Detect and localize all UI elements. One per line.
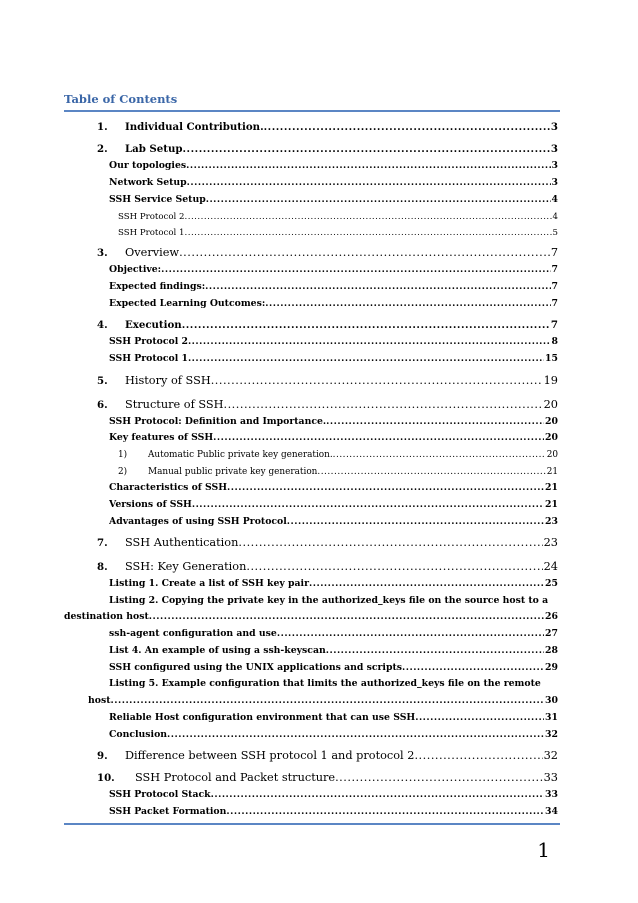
dot-leader bbox=[186, 159, 550, 173]
toc-entry-listing-2-line-2[interactable] bbox=[64, 610, 558, 624]
toc-entry-number: 2. bbox=[97, 143, 108, 155]
toc-entry-page: 31 bbox=[545, 712, 558, 723]
toc-entry-page: 32 bbox=[545, 729, 558, 740]
dot-leader bbox=[206, 193, 551, 207]
toc-entry-ssh-agent[interactable] bbox=[109, 627, 558, 641]
toc-entry-overview[interactable] bbox=[97, 246, 558, 260]
toc-entry-page: 4 bbox=[551, 194, 558, 205]
toc-entry-page: 30 bbox=[545, 695, 558, 706]
dot-leader bbox=[188, 352, 544, 366]
toc-entry-label: SSH Protocol 1 bbox=[118, 228, 185, 238]
toc-entry-list-4[interactable] bbox=[109, 644, 558, 658]
toc-entry-page: 28 bbox=[545, 645, 558, 656]
toc-entry-page: 27 bbox=[545, 628, 558, 639]
toc-entry-label: Difference between SSH protocol 1 and protocol 2 bbox=[125, 749, 415, 762]
toc-entry-page: 21 bbox=[545, 482, 558, 493]
dot-leader bbox=[111, 694, 545, 708]
toc-entry-page: 23 bbox=[545, 516, 558, 527]
dot-leader bbox=[414, 749, 542, 763]
toc-entry-page: 20 bbox=[546, 450, 558, 460]
toc-entry-page: 7 bbox=[550, 246, 558, 259]
toc-entry-page: 25 bbox=[545, 578, 558, 589]
dot-leader bbox=[326, 415, 544, 429]
toc-entry-number: 10. bbox=[97, 772, 115, 784]
dot-leader bbox=[335, 771, 543, 785]
toc-entry-manual-key-generation[interactable] bbox=[118, 465, 558, 479]
toc-entry-history-of-ssh[interactable] bbox=[97, 374, 558, 388]
toc-entry-page: 20 bbox=[545, 432, 558, 443]
toc-entry-label: ssh-agent configuration and use bbox=[109, 628, 277, 639]
dot-leader bbox=[287, 515, 544, 529]
toc-entry-execution-ssh-protocol-2[interactable] bbox=[109, 335, 558, 349]
toc-entry-number: 9. bbox=[97, 750, 108, 762]
title-divider bbox=[64, 110, 560, 112]
toc-entry-label: SSH Protocol and Packet structure bbox=[135, 771, 336, 784]
toc-entry-number: 8. bbox=[97, 561, 108, 573]
toc-entry-ssh-authentication[interactable] bbox=[97, 536, 558, 550]
toc-entry-label: Expected findings: bbox=[109, 281, 206, 292]
dot-leader bbox=[182, 318, 550, 332]
toc-entry-number: 5. bbox=[97, 375, 108, 387]
toc-entry-label: Automatic Public private key generation. bbox=[148, 450, 333, 460]
toc-entry-label: Individual Contribution. bbox=[125, 121, 264, 133]
toc-entry-label: SSH Packet Formation bbox=[109, 806, 227, 817]
toc-entry-definition-importance[interactable] bbox=[109, 415, 558, 429]
dot-leader bbox=[333, 448, 546, 462]
dot-leader bbox=[277, 627, 544, 641]
toc-entry-lab-setup[interactable] bbox=[97, 142, 558, 156]
toc-entry-label: Advantages of using SSH Protocol bbox=[109, 516, 287, 527]
toc-title: Table of Contents bbox=[64, 92, 178, 106]
toc-entry-label: SSH Protocol 2 bbox=[118, 212, 185, 222]
toc-entry-label: Structure of SSH bbox=[125, 398, 224, 411]
toc-entry-page: 32 bbox=[543, 749, 558, 762]
toc-entry-our-topologies[interactable] bbox=[109, 159, 558, 173]
toc-entry-reliable-host[interactable] bbox=[109, 711, 558, 725]
toc-entry-label: Listing 5. Example configuration that limits the authorized_keys file on the remote bbox=[109, 678, 541, 689]
toc-entry-characteristics[interactable] bbox=[109, 481, 558, 495]
toc-entry-key-features[interactable] bbox=[109, 431, 558, 445]
toc-entry-label: History of SSH bbox=[125, 374, 211, 387]
toc-entry-number: 2) bbox=[118, 467, 128, 477]
toc-entry-label: Listing 1. Create a list of SSH key pair bbox=[109, 578, 309, 589]
footer-divider bbox=[64, 823, 560, 825]
toc-entry-label: Versions of SSH bbox=[109, 499, 192, 510]
toc-entry-individual-contribution[interactable] bbox=[97, 120, 558, 134]
dot-leader bbox=[415, 711, 544, 725]
dot-leader bbox=[211, 788, 544, 802]
toc-entry-ssh-service-setup[interactable] bbox=[109, 193, 558, 207]
toc-entry-objective[interactable] bbox=[109, 263, 558, 277]
toc-entry-label: Conclusion bbox=[109, 729, 168, 740]
toc-entry-execution[interactable] bbox=[97, 318, 558, 332]
toc-entry-page: 5 bbox=[552, 228, 558, 238]
dot-leader bbox=[213, 431, 544, 445]
dot-leader bbox=[149, 610, 544, 624]
toc-entry-listing-5-line-2[interactable] bbox=[88, 694, 558, 708]
toc-entry-difference-protocols[interactable] bbox=[97, 749, 558, 763]
toc-entry-label: Lab Setup bbox=[125, 143, 183, 155]
toc-entry-ssh-protocol-1[interactable] bbox=[118, 226, 558, 240]
toc-entry-page: 4 bbox=[552, 212, 558, 222]
dot-leader bbox=[223, 398, 542, 412]
toc-entry-page: 7 bbox=[551, 264, 558, 275]
dot-leader bbox=[205, 280, 550, 294]
toc-entry-packet-formation[interactable] bbox=[109, 805, 558, 819]
dot-leader bbox=[402, 661, 544, 675]
toc-entry-label: host bbox=[88, 695, 111, 706]
dot-leader bbox=[227, 481, 544, 495]
dot-leader bbox=[238, 536, 542, 550]
toc-entry-network-setup[interactable] bbox=[109, 176, 558, 190]
dot-leader bbox=[226, 805, 544, 819]
toc-entry-structure-of-ssh[interactable] bbox=[97, 398, 558, 412]
toc-entry-protocol-packet-structure[interactable] bbox=[97, 771, 558, 785]
toc-entry-page: 34 bbox=[545, 806, 558, 817]
toc-entry-number: 6. bbox=[97, 399, 108, 411]
toc-entry-label: Overview bbox=[125, 246, 180, 259]
toc-entry-label: Characteristics of SSH bbox=[109, 482, 228, 493]
toc-entry-expected-findings[interactable] bbox=[109, 280, 558, 294]
toc-entry-page: 15 bbox=[545, 353, 558, 364]
toc-entry-number: 1. bbox=[97, 121, 108, 133]
toc-entry-label: SSH Authentication bbox=[125, 536, 239, 549]
dot-leader bbox=[211, 374, 543, 388]
toc-entry-key-generation[interactable] bbox=[97, 560, 558, 574]
toc-entry-advantages[interactable] bbox=[109, 515, 558, 529]
dot-leader bbox=[264, 120, 550, 134]
toc-entry-page: 7 bbox=[550, 319, 558, 331]
dot-leader bbox=[167, 728, 544, 742]
page-number: 1 bbox=[537, 838, 550, 862]
toc-entry-page: 29 bbox=[545, 662, 558, 673]
toc-entry-listing-2-line-1[interactable] bbox=[109, 594, 558, 608]
toc-entry-page: 19 bbox=[543, 374, 558, 387]
toc-entry-label: SSH Protocol 2 bbox=[109, 336, 188, 347]
toc-entry-expected-learning-outcomes[interactable] bbox=[109, 297, 558, 311]
toc-entry-unix-applications[interactable] bbox=[109, 661, 558, 675]
toc-entry-conclusion[interactable] bbox=[109, 728, 558, 742]
toc-entry-page: 20 bbox=[543, 398, 558, 411]
toc-entry-page: 23 bbox=[543, 536, 558, 549]
toc-entry-number: 7. bbox=[97, 537, 108, 549]
toc-entry-label: Reliable Host configuration environment that can use SSH bbox=[109, 712, 416, 723]
toc-entry-page: 7 bbox=[551, 281, 558, 292]
toc-entry-automatic-key-generation[interactable] bbox=[118, 448, 558, 462]
toc-entry-listing-5-line-1[interactable] bbox=[109, 677, 558, 691]
toc-entry-label: Listing 2. Copying the private key in the authorized_keys file on the source host to a bbox=[109, 595, 549, 606]
toc-entry-page: 24 bbox=[543, 560, 558, 573]
toc-entry-label: SSH Protocol 1 bbox=[109, 353, 188, 364]
toc-entry-page: 20 bbox=[545, 416, 558, 427]
dot-leader bbox=[187, 176, 551, 190]
dot-leader bbox=[309, 577, 544, 591]
toc-entry-page: 3 bbox=[550, 143, 558, 155]
toc-entry-number: 4. bbox=[97, 319, 108, 331]
dot-leader bbox=[179, 246, 550, 260]
toc-entry-label: SSH Service Setup bbox=[109, 194, 206, 205]
dot-leader bbox=[246, 560, 542, 574]
toc-entry-page: 33 bbox=[543, 771, 558, 784]
toc-entry-label: Objective: bbox=[109, 264, 162, 275]
dot-leader bbox=[326, 644, 544, 658]
toc-entry-label: Network Setup bbox=[109, 177, 187, 188]
toc-entry-page: 7 bbox=[551, 298, 558, 309]
dot-leader bbox=[192, 498, 544, 512]
toc-entry-label: Execution bbox=[125, 319, 182, 331]
toc-entry-execution-ssh-protocol-1[interactable] bbox=[109, 352, 558, 366]
toc-entry-page: 3 bbox=[551, 177, 558, 188]
toc-entry-page: 21 bbox=[546, 467, 558, 477]
toc-entry-label: SSH configured using the UNIX applications and scripts bbox=[109, 662, 402, 673]
toc-entry-page: 33 bbox=[545, 789, 558, 800]
toc-entry-page: 26 bbox=[545, 611, 558, 622]
toc-entry-page: 21 bbox=[545, 499, 558, 510]
toc-entry-label: Our topologies bbox=[109, 160, 187, 171]
toc-entry-page: 3 bbox=[550, 121, 558, 133]
toc-entry-versions[interactable] bbox=[109, 498, 558, 512]
toc-entry-label: Expected Learning Outcomes: bbox=[109, 298, 266, 309]
toc-entry-label: destination host bbox=[64, 611, 149, 622]
toc-entry-page: 8 bbox=[551, 336, 558, 347]
toc-entry-label: List 4. An example of using a ssh-keyscan bbox=[109, 645, 326, 656]
toc-entry-label: SSH Protocol Stack bbox=[109, 789, 211, 800]
toc-entry-label: Key features of SSH bbox=[109, 432, 214, 443]
toc-entry-page: 3 bbox=[551, 160, 558, 171]
toc-entry-label: SSH Protocol: Definition and Importance. bbox=[109, 416, 327, 427]
dot-leader bbox=[161, 263, 550, 277]
toc-entry-protocol-stack[interactable] bbox=[109, 788, 558, 802]
toc-entry-label: Manual public private key generation bbox=[148, 467, 318, 477]
dot-leader bbox=[265, 297, 550, 311]
toc-entry-ssh-protocol-2[interactable] bbox=[118, 210, 558, 224]
toc-entry-number: 3. bbox=[97, 247, 108, 259]
toc-entry-number: 1) bbox=[118, 450, 128, 460]
toc-entry-listing-1[interactable] bbox=[109, 577, 558, 591]
dot-leader bbox=[184, 210, 551, 224]
dot-leader bbox=[317, 465, 545, 479]
toc-entry-label: SSH: Key Generation bbox=[125, 560, 247, 573]
dot-leader bbox=[188, 335, 551, 349]
dot-leader bbox=[183, 142, 550, 156]
dot-leader bbox=[184, 226, 551, 240]
